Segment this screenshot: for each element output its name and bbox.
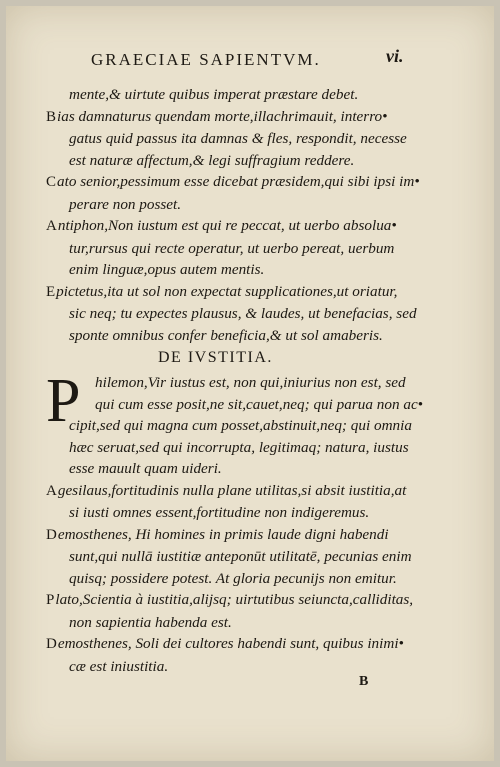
text-line: qui cum esse posit,ne sit,cauet,neq; qui parua non ac• bbox=[95, 395, 423, 413]
paragraph-antiphon bbox=[46, 215, 446, 281]
text-line: Demosthenes, Soli dei cultores habendi sunt, quibus inimi• bbox=[46, 635, 404, 652]
text-line: si iusti omnes essent,fortitudine non indigeremus. bbox=[69, 504, 370, 521]
section-heading: DE IVSTITIA. bbox=[158, 349, 273, 366]
paragraph-plato bbox=[46, 589, 456, 633]
initial-letter: E bbox=[46, 283, 56, 300]
initial-letter: C bbox=[46, 174, 57, 190]
initial-letter: B bbox=[46, 108, 57, 125]
book-page bbox=[6, 6, 494, 761]
initial-letter: A bbox=[46, 218, 57, 234]
initial-letter: D bbox=[46, 526, 57, 543]
text-line: quisq; possidere potest. At gloria pecunijs non emitur. bbox=[69, 569, 397, 587]
text-line: tur,rursus qui recte operatur, ut uerbo pereat, uerbum bbox=[69, 239, 395, 257]
paragraph-philemon bbox=[46, 367, 456, 480]
text-line: gatus quid passus ita damnas & fles, respondit, necesse bbox=[69, 130, 407, 147]
top-text-block bbox=[46, 84, 446, 346]
text-line: Antiphon,Non iustum est qui re peccat, ut uerbo absolua• bbox=[46, 217, 397, 234]
signature-mark: B bbox=[359, 674, 369, 689]
text-line: mente,& uirtute quibus imperat præstare debet. bbox=[69, 86, 359, 103]
text-line: Bias damnaturus quendam morte,illachrimauit, interro• bbox=[46, 107, 388, 125]
text-line: cipit,sed qui magna cum posset,abstinuit,neq; qui omnia bbox=[69, 417, 412, 434]
text-line: Cato senior,pessimum esse dicebat præsidem,qui sibi ipsi im• bbox=[46, 173, 420, 190]
paragraph-bias bbox=[46, 106, 446, 172]
folio-number: vi. bbox=[386, 46, 404, 66]
text-line: hæc seruat,sed qui incorrupta, legitimaq; natura, iustus bbox=[69, 438, 409, 456]
text-line: sunt,qui nullā iustitiæ anteponūt utilitatē, pecunias enim bbox=[69, 548, 412, 565]
bottom-text-block bbox=[46, 367, 456, 677]
running-title: GRAECIAE SAPIENTVM. bbox=[91, 50, 321, 69]
text-line: hilemon,Vir iustus est, non qui,iniurius non est, sed bbox=[95, 374, 406, 391]
text-line: Demosthenes, Hi homines in primis laude digni habendi bbox=[46, 525, 389, 543]
drop-capital: P bbox=[46, 367, 81, 435]
text-line: cæ est iniustitia. bbox=[69, 657, 169, 675]
text-line: Plato,Scientia à iustitia,alijsq; uirtutibus seiuncta,calliditas, bbox=[46, 591, 414, 608]
text-line: enim linguæ,opus autem mentis. bbox=[69, 261, 265, 278]
text-line: est naturæ affectum,& legi suffragium reddere. bbox=[69, 151, 355, 169]
paragraph-continuation bbox=[46, 84, 446, 106]
paragraph-cato bbox=[46, 171, 446, 215]
paragraph-demosthenes-1 bbox=[46, 524, 456, 590]
text-line: perare non posset. bbox=[69, 195, 182, 213]
text-line: esse mauult quam uideri. bbox=[69, 460, 222, 477]
text-line: Agesilaus,fortitudinis nulla plane utilitas,si absit iustitia,at bbox=[46, 481, 407, 499]
text-line: sponte omnibus confer beneficia,& ut sol amaberis. bbox=[69, 326, 383, 344]
initial-letter: P bbox=[46, 592, 55, 608]
text-line: sic neq; tu expectes plausus, & laudes, ut benefacias, sed bbox=[69, 305, 417, 322]
text-line: non sapientia habenda est. bbox=[69, 613, 232, 631]
initial-letter: D bbox=[46, 636, 57, 652]
paragraph-epictetus bbox=[46, 281, 446, 347]
text-line: Epictetus,ita ut sol non expectat supplicationes,ut oriatur, bbox=[46, 282, 398, 300]
initial-letter: A bbox=[46, 482, 57, 499]
paragraph-demosthenes-2 bbox=[46, 633, 456, 677]
paragraph-agesilaus bbox=[46, 480, 456, 524]
